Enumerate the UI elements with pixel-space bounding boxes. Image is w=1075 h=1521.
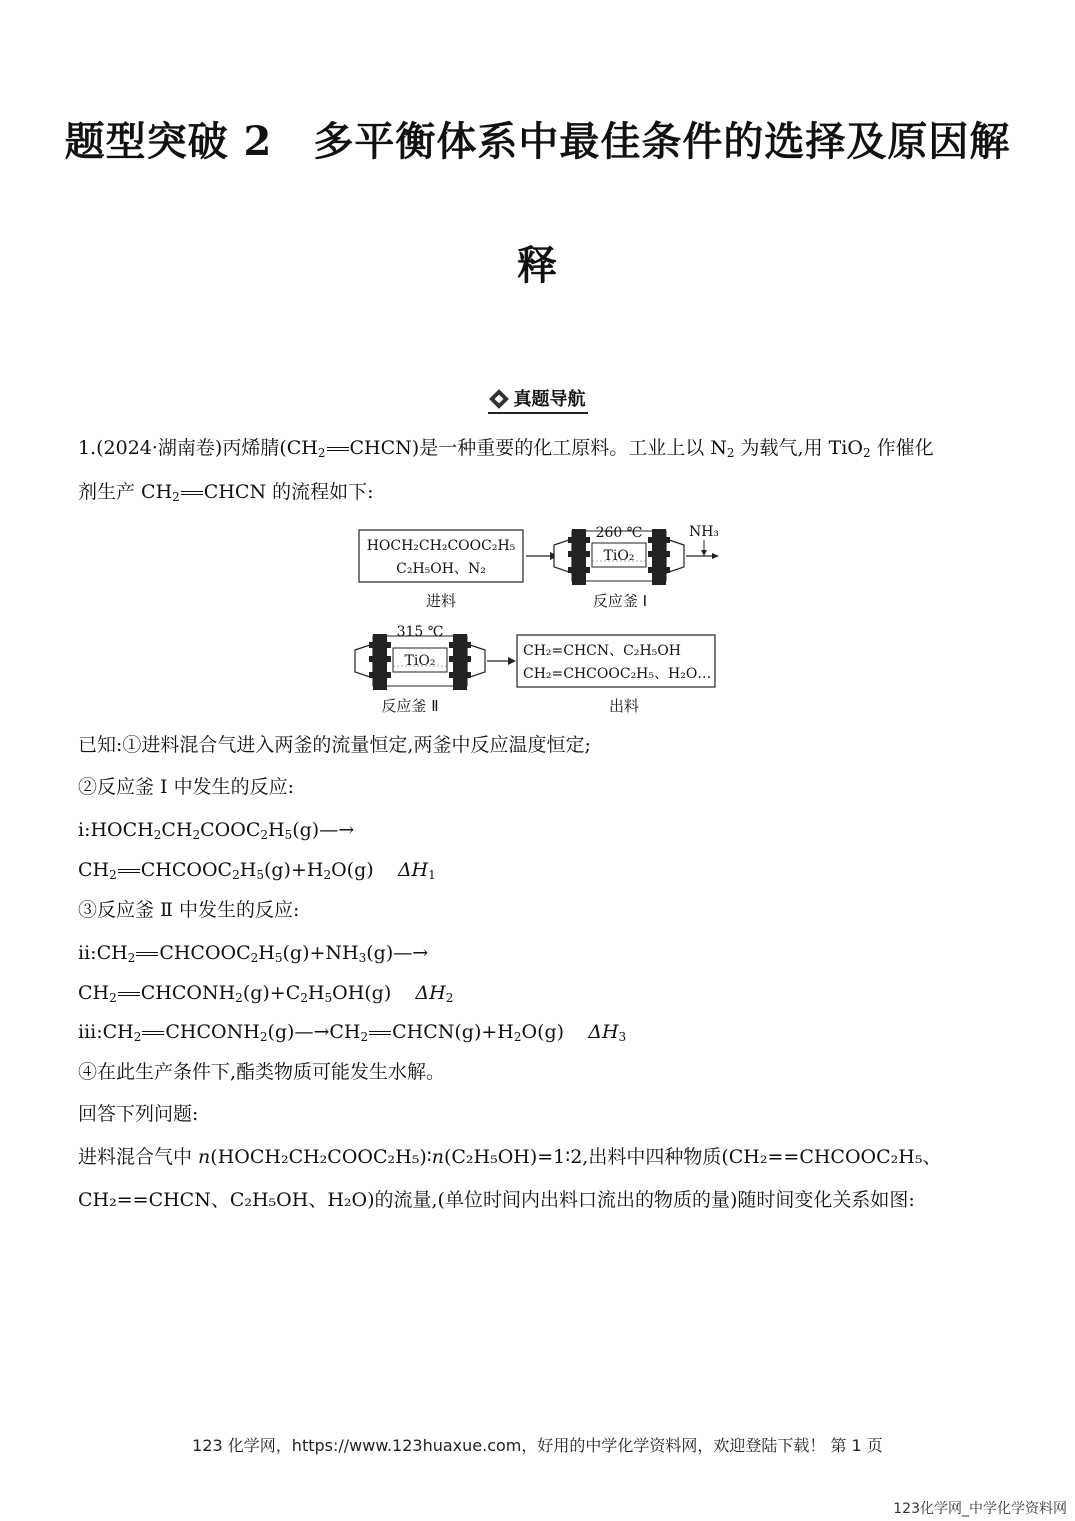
reactor2-catalyst: TiO₂ [404, 653, 436, 669]
last-paragraph-line1: 进料混合气中 n(HOCH₂CH₂COOC₂H₅)∶n(C₂H₅OH)=1∶2,出料中四种物质(CH₂==CHCOOC₂H₅、 [78, 1146, 942, 1168]
reaction-iii: $ⅲ:CH_2$ $CHCONH_2(g)—\to CH_2$ $CHCN(g)+H_2O(g)$ $\Delta H_3$ [78, 1021, 627, 1044]
feed-line2: C₂H₅OH、N₂ [396, 561, 486, 577]
section-badge [0, 385, 1075, 414]
reaction-i-line1: $ⅰ:HOCH_2CH_2COOC_2H_5(g)—\to$ [78, 819, 355, 842]
question-intro-line1: 1.(2024·湖南卷)丙烯腈($CH_2$ CHCN)是一种重要的化工原料。工业上以 $N_2$ 为载气,用 TiO$_2$ 作催化 [78, 437, 934, 460]
reactor1-caption: 反应釜 Ⅰ [592, 592, 648, 610]
reactor1-catalyst: TiO₂ [603, 548, 635, 564]
watermark: 123化学网_中学化学资料网 [893, 1501, 1067, 1517]
reactor2-temp: 315 ℃ [396, 624, 444, 640]
nh3-label: NH₃ [688, 524, 720, 540]
out-caption: 出料 [608, 697, 640, 715]
known-1: 已知:①进料混合气进入两釜的流量恒定,两釜中反应温度恒定; [78, 734, 591, 756]
reaction-ii-line1: $ⅱ:CH_2$ $CHCOOC_2H_5(g)+NH_3(g)—\to$ [78, 942, 429, 965]
out-line1: CH₂=CHCN、C₂H₅OH [523, 643, 681, 659]
process-flow-diagram [340, 515, 730, 720]
reaction-i-line2: $CH_2$ $CHCOOC_2H_5(g)+H_2O(g)$ $\Delta H_1$ [78, 859, 436, 882]
feed-line1: HOCH₂CH₂COOC₂H₅ [366, 538, 516, 554]
answer-prompt: 回答下列问题: [78, 1103, 199, 1125]
known-4: ④在此生产条件下,酯类物质可能发生水解。 [78, 1061, 446, 1083]
feed-caption: 进料 [425, 592, 457, 610]
question-intro-line2: 剂生产 $CH_2$ CHCN 的流程如下: [78, 481, 374, 504]
reaction-ii-line2: $CH_2$ $CHCONH_2(g)+C_2H_5OH(g)$ $\Delta H_2$ [78, 982, 454, 1005]
known-3: ③反应釜 Ⅱ 中发生的反应: [78, 899, 300, 921]
known-2: ②反应釜 Ⅰ 中发生的反应: [78, 776, 294, 798]
page-footer: 123 化学网，https://www.123huaxue.com，好用的中学化学资料网，欢迎登陆下载！ 第 1 页 [192, 1436, 883, 1455]
reactor2-caption: 反应釜 Ⅱ [381, 697, 439, 715]
page-title-line2: 释 [517, 242, 558, 289]
page-title-line1: 题型突破 2 多平衡体系中最佳条件的选择及原因解 [64, 118, 1011, 165]
last-paragraph-line2: CH₂==CHCN、C₂H₅OH、H₂O)的流量,(单位时间内出料口流出的物质的量)随时间变化关系如图: [78, 1189, 915, 1211]
section-badge-label: 真题导航 [513, 389, 586, 410]
reactor1-temp: 260 ℃ [595, 525, 643, 541]
diamond-icon [489, 389, 509, 409]
out-line2: CH₂=CHCOOC₂H₅、H₂O… [523, 666, 712, 682]
